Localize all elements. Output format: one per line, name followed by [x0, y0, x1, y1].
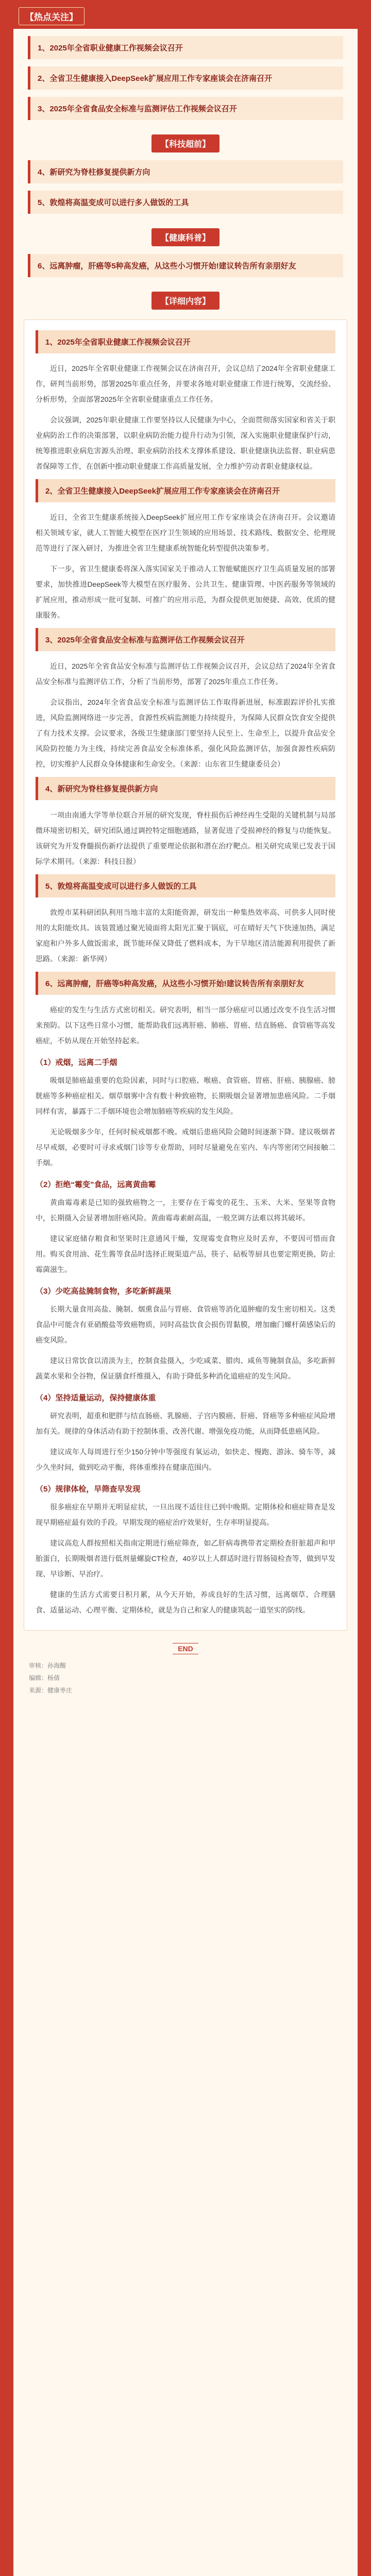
tip-title: （5）规律体检，早筛查早发现 [36, 1485, 141, 1494]
health-title: 【健康科普】 [151, 228, 220, 246]
hot-item[interactable]: 2、全省卫生健康接入DeepSeek扩展应用工作专家座谈会在济南召开 [28, 66, 343, 90]
science-item[interactable]: 4、新研究为脊柱修复提供新方向 [28, 160, 343, 183]
end-label: END [173, 1643, 198, 1654]
article-paragraph: 会议指出，2024年全省食品安全标准与监测评估工作取得新进展，标准跟踪评价扎实推进，风险监测网络进一步完善，食源性疾病监测能力持续提升，为保障人民群众饮食安全提供了有力技术支撑。会议要求，各级卫生健康部门要坚持人民至上、生命至上，以提升食品安全风险防控能力为主线，持续完善食品安全标准体系，强化风险监测评估，加强食源性疾病防控，切实维护人民群众身体健康和生命安全。（来源：山东省卫生健康委员会） [36, 698, 335, 768]
tip-title: （1）戒烟，远离二手烟 [36, 1058, 117, 1067]
detail-header [13, 292, 358, 310]
article-title: 2、全省卫生健康接入DeepSeek扩展应用工作专家座谈会在济南召开 [36, 479, 335, 502]
tip-paragraph: 建议家庭储存粮食和坚果时注意通风干燥，发现霉变食物应及时丢弃，不要因可惜而食用。购买食用油、花生酱等食品时选择正规渠道产品，筷子、砧板等厨具也要定期更换，防止霉菌滋生。 [36, 1234, 335, 1274]
credit-line: 审核：孙海醒 [29, 1662, 66, 1669]
hot-topics-title: 【热点关注】 [19, 7, 85, 25]
tip-paragraph: 研究表明，超重和肥胖与结直肠癌、乳腺癌、子宫内膜癌、肝癌、肾癌等多种癌症风险增加有关。规律的身体活动有助于控制体重、改善代谢、增强免疫功能，从而降低患癌风险。 [36, 1412, 335, 1435]
health-header [13, 228, 358, 247]
article-paragraph: 下一步，省卫生健康委将深入落实国家关于推动人工智能赋能医疗卫生高质量发展的部署要求，加快推进DeepSeek等大模型在医疗服务、公共卫生、健康管理、中医药服务等领域的扩展应用，推动形成一批可复制、可推广的应用示范，为群众提供更加便捷、高效、优质的健康服务。 [36, 565, 335, 619]
article-title: 3、2025年全省食品安全标准与监测评估工作视频会议召开 [36, 628, 335, 651]
end-marker [13, 1643, 358, 1654]
hot-item[interactable]: 1、2025年全省职业健康工作视频会议召开 [28, 36, 343, 59]
science-title: 【科技超前】 [151, 134, 220, 152]
tip-title: （2）拒绝“霉变”食品，远离黄曲霉 [36, 1180, 156, 1189]
article-title: 6、远离肿瘤，肝癌等5种高发癌，从这些小习惯开始!建议转告所有亲朋好友 [36, 972, 335, 995]
article-paragraph: 一项由南通大学等单位联合开展的研究发现，脊柱损伤后神经再生受限的关键机制与局部微环境密切相关，研究团队通过调控特定细胞通路，显著促进了受损神经的修复与功能恢复。该研究为开发脊髓损伤新疗法提供了重要理论依据和潜在治疗靶点。相关研究成果已发表于国际学术期刊。（来源：科技日报） [36, 811, 335, 866]
science-item[interactable]: 5、敦煌将高温变成可以进行多人做饭的工具 [28, 191, 343, 214]
tip-paragraph: 长期大量食用高盐、腌制、烟熏食品与胃癌、食管癌等消化道肿瘤的发生密切相关。这类食品中可能含有亚硝酸盐等致癌物质，同时高盐饮食会损伤胃黏膜，增加幽门螺杆菌感染后的癌变风险。 [36, 1305, 335, 1344]
article-card [24, 319, 347, 1631]
tip-title: （4）坚持适量运动，保持健康体重 [36, 1394, 156, 1402]
article-paragraph: 近日，全省卫生健康系统接入DeepSeek扩展应用工作专家座谈会在济南召开。会议邀请相关领域专家，就人工智能大模型在医疗卫生领域的应用场景、技术路线、数据安全、伦理规范等进行了深入研讨，为推进全省卫生健康系统智能化转型提供决策参考。 [36, 513, 335, 552]
article-title: 4、新研究为脊柱修复提供新方向 [36, 777, 335, 800]
closing-paragraph: 健康的生活方式需要日积月累，从今天开始，养成良好的生活习惯，远离烟草、合理膳食、适量运动、心理平衡、定期体检，就是为自己和家人的健康筑起一道坚实的防线。 [36, 1590, 335, 1614]
article-title: 5、敦煌将高温变成可以进行多人做饭的工具 [36, 874, 335, 897]
tip-paragraph: 建议成年人每周进行至少150分钟中等强度有氧运动，如快走、慢跑、游泳、骑车等，减少久坐时间，做到吃动平衡，将体重维持在健康范围内。 [36, 1448, 335, 1471]
content-panel [13, 0, 358, 2576]
health-item[interactable]: 6、远离肿瘤，肝癌等5种高发癌，从这些小习惯开始!建议转告所有亲朋好友 [28, 254, 343, 277]
tip-paragraph: 建议高危人群按照相关指南定期进行癌症筛查，如乙肝病毒携带者定期检查肝脏超声和甲胎蛋白，长期吸烟者进行低剂量螺旋CT检查，40岁以上人群适时进行胃肠镜检查等，做到早发现、早诊断、早治疗。 [36, 1539, 335, 1578]
article-paragraph: 会议强调，2025年职业健康工作要坚持以人民健康为中心，全面贯彻落实国家和省关于职业病防治工作的决策部署，以职业病防治能力提升行动为引领，深入实施职业健康保护行动，统筹推进职业病危害源头治理、职业病防治技术支撑体系建设、职业健康执法监督、职业病患者保障等工作，在创新中推动职业健康工作高质量发展，全力维护劳动者职业健康权益。 [36, 416, 335, 470]
tip-paragraph: 很多癌症在早期并无明显症状，一旦出现不适往往已到中晚期。定期体检和癌症筛查是发现早期癌症最有效的手段。早期发现的癌症治疗效果好，生存率明显提高。 [36, 1503, 335, 1527]
article-paragraph: 癌症的发生与生活方式密切相关。研究表明，相当一部分癌症可以通过改变不良生活习惯来预防。以下这些日常小习惯，能帮助我们远离肝癌、肺癌、胃癌、结直肠癌、食管癌等高发癌症，不妨从现在开始坚持起来。 [36, 1006, 335, 1045]
article-paragraph: 近日，2025年全省食品安全标准与监测评估工作视频会议召开，会议总结了2024年全省食品安全标准与监测评估工作，分析了当前形势，部署了2025年重点工作任务。 [36, 662, 335, 686]
detail-title: 【详细内容】 [151, 292, 220, 310]
science-header [13, 134, 358, 153]
article-paragraph: 近日，2025年全省职业健康工作视频会议在济南召开，会议总结了2024年全省职业健康工作，研判当前形势，部署2025年重点任务，并要求各地对职业健康工作进行统筹，交流经验、分析形势，全面部署2025年全省职业健康重点工作任务。 [36, 364, 335, 403]
tip-paragraph: 吸烟是肺癌最重要的危险因素，同时与口腔癌、喉癌、食管癌、胃癌、肝癌、胰腺癌、膀胱癌等多种癌症相关。烟草烟雾中含有数十种致癌物，长期吸烟会显著增加患癌风险。二手烟同样有害，暴露于二手烟环境也会增加肺癌等疾病的发生风险。 [36, 1076, 335, 1115]
credits [29, 1659, 342, 1697]
credit-line: 来源：健康枣庄 [29, 1687, 73, 1694]
article-title: 1、2025年全省职业健康工作视频会议召开 [36, 330, 335, 353]
tip-paragraph: 黄曲霉毒素是已知的强致癌物之一，主要存在于霉变的花生、玉米、大米、坚果等食物中，长期摄入会显著增加肝癌风险。黄曲霉毒素耐高温，一般烹调方法难以将其破坏。 [36, 1198, 335, 1222]
credit-line: 编辑：杨倩 [29, 1674, 60, 1682]
tip-paragraph: 无论吸烟多少年，任何时候戒烟都不晚。戒烟后患癌风险会随时间逐渐下降。建议吸烟者尽早戒烟，必要时可寻求戒烟门诊等专业帮助，同时尽量避免在室内、车内等密闭空间接触二手烟。 [36, 1128, 335, 1167]
hot-item[interactable]: 3、2025年全省食品安全标准与监测评估工作视频会议召开 [28, 97, 343, 120]
tip-paragraph: 建议日常饮食以清淡为主，控制食盐摄入，少吃咸菜、腊肉、咸鱼等腌制食品，多吃新鲜蔬菜水果和全谷物，保证膳食纤维摄入，有助于降低多种消化道癌症的发生风险。 [36, 1357, 335, 1380]
hot-topics-header [13, 0, 358, 29]
article-paragraph: 敦煌市某科研团队利用当地丰富的太阳能资源，研发出一种集热效率高、可供多人同时使用的太阳能炊具。该装置通过聚光镜面将太阳光汇聚于锅底，可在晴好天气下快速加热，满足家庭和户外多人做饭需求，既节能环保又降低了燃料成本，为干旱地区清洁能源利用提供了新思路。（来源：新华网） [36, 908, 335, 963]
tip-title: （3）少吃高盐腌制食物，多吃新鲜蔬果 [36, 1287, 172, 1296]
